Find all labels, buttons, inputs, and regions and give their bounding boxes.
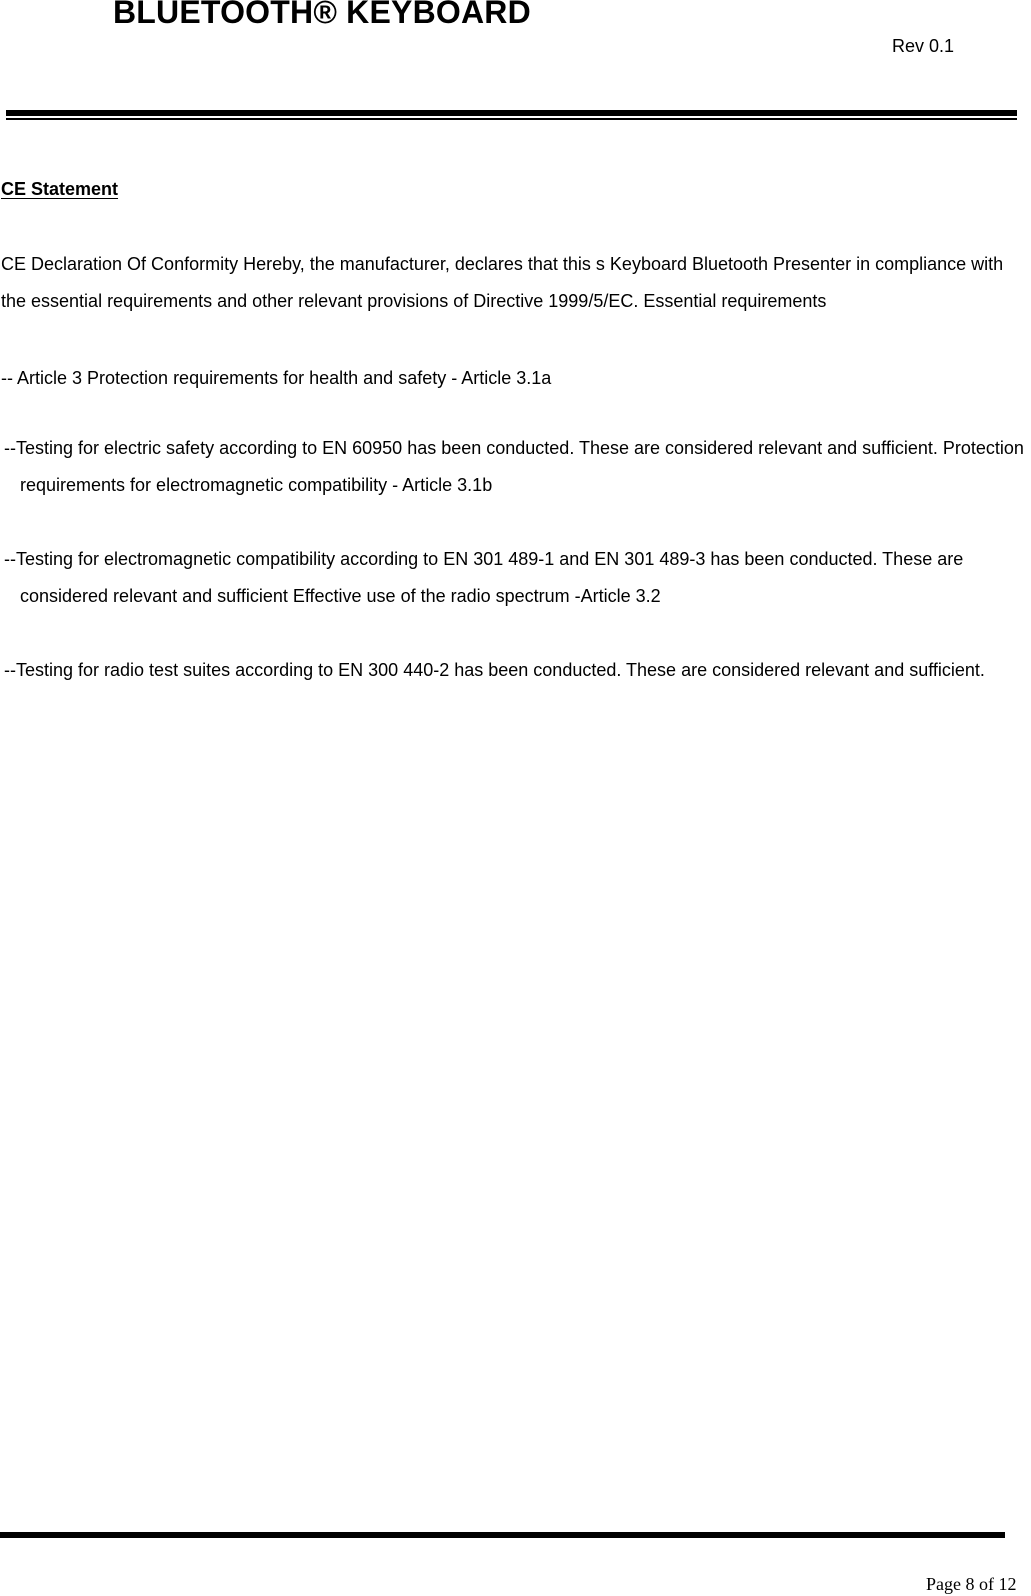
section-heading-ce-statement: CE Statement bbox=[1, 179, 119, 199]
page-number: Page 8 of 12 bbox=[926, 1574, 1017, 1594]
header-divider-thick bbox=[6, 110, 1017, 116]
testing-item-radio-spectrum: --Testing for radio test suites according to EN 300 440-2 has been conducted. These are considered relevant and sufficient. bbox=[4, 660, 985, 680]
document-title: BLUETOOTH® KEYBOARD bbox=[113, 0, 531, 30]
header-divider-thin bbox=[6, 118, 1017, 120]
article-3-1a-line: -- Article 3 Protection requirements for health and safety - Article 3.1a bbox=[1, 368, 552, 388]
footer-divider bbox=[0, 1532, 1005, 1538]
testing-item-electric-safety: --Testing for electric safety according to EN 60950 has been conducted. These are considered relevant and sufficient. Protection requirements for electromagnetic compatibility - Article 3.1b bbox=[4, 438, 1024, 495]
revision-label: Rev 0.1 bbox=[892, 36, 955, 56]
testing-item-electromagnetic-compatibility: --Testing for electromagnetic compatibility according to EN 301 489-1 and EN 301 489-3 has been conducted. These are considered relevant and sufficient Effective use of the radio spectrum -Article 3.2 bbox=[4, 549, 964, 606]
declaration-paragraph: CE Declaration Of Conformity Hereby, the manufacturer, declares that this s Keyboard Bluetooth Presenter in compliance with the essential requirements and other relevant provisions of Directive 1999/5/EC. Essential requirements bbox=[1, 254, 1004, 311]
